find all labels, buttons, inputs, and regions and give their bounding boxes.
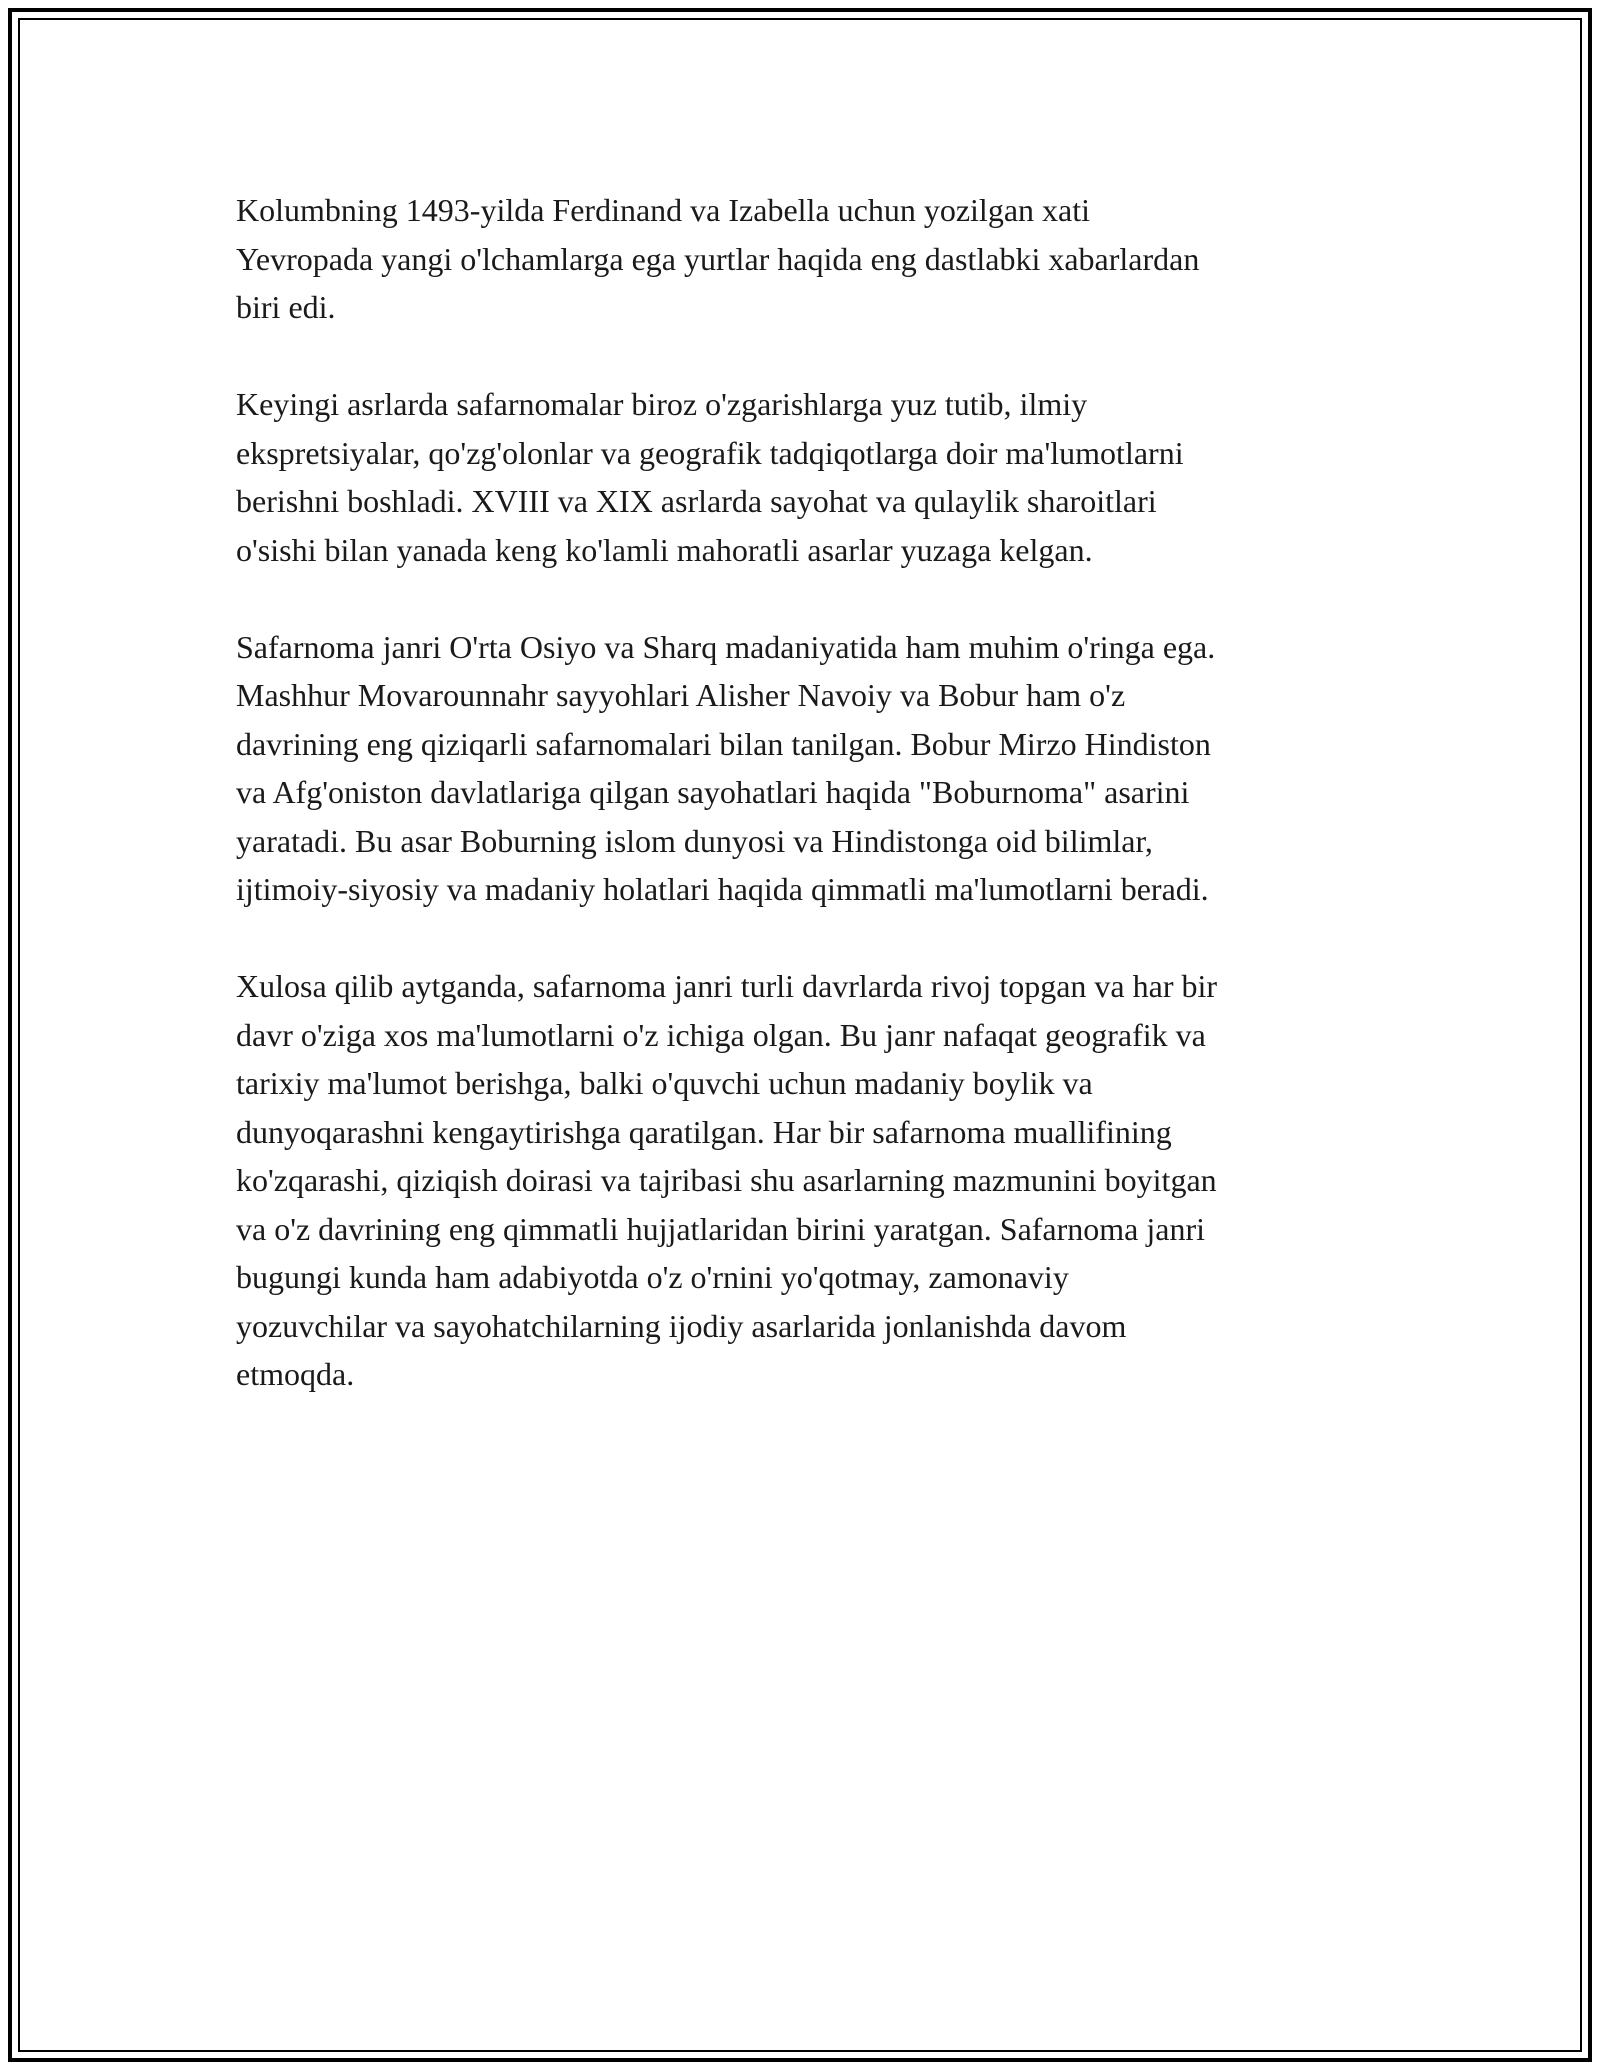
paragraph-1 xyxy=(236,186,1376,332)
document-body xyxy=(236,186,1376,1447)
text-line: etmoqda. xyxy=(236,1356,355,1392)
text-line: dunyoqarashni kengaytirishga qaratilgan. Har bir safarnoma muallifining xyxy=(236,1113,1172,1150)
text-line: Xulosa qilib aytganda, safarnoma janri turli davrlarda rivoj topgan va har bir xyxy=(236,968,1218,1004)
paragraph-4 xyxy=(236,962,1376,1399)
paragraph-3 xyxy=(236,623,1376,914)
text-line: Kolumbning 1493-yilda Ferdinand va Izabella uchun yozilgan xati xyxy=(236,192,1090,228)
text-line: o'sishi bilan yanada keng ko'lamli mahoratli asarlar yuzaga kelgan. xyxy=(236,531,1093,568)
text-line: bugungi kunda ham adabiyotda o'z o'rnini yo'qotmay, zamonaviy xyxy=(236,1259,1069,1295)
text-line: ijtimoiy-siyosiy va madaniy holatlari haqida qimmatli ma'lumotlarni beradi. xyxy=(236,871,1209,907)
text-line: Keyingi asrlarda safarnomalar biroz o'zgarishlarga yuz tutib, ilmiy xyxy=(236,386,1088,422)
text-line: ekspretsiyalar, qo'zg'olonlar va geografik tadqiqotlarga doir ma'lumotlarni xyxy=(236,434,1184,471)
paragraph-2 xyxy=(236,380,1376,574)
text-line: Safarnoma janri O'rta Osiyo va Sharq madaniyatida ham muhim o'ringa ega. xyxy=(236,628,1216,665)
text-line: davr o'ziga xos ma'lumotlarni o'z ichiga olgan. Bu janr nafaqat geografik va xyxy=(236,1016,1206,1053)
text-line: Mashhur Movarounnahr sayyohlari Alisher Navoiy va Bobur ham o'z xyxy=(236,677,1126,713)
text-line: Yevropada yangi o'lchamlarga ega yurtlar haqida eng dastlabki xabarlardan xyxy=(236,240,1200,277)
text-line: davrining eng qiziqarli safarnomalari bilan tanilgan. Bobur Mirzo Hindiston xyxy=(236,725,1211,762)
text-line: va Afg'oniston davlatlariga qilgan sayohatlari haqida "Boburnoma" asarini xyxy=(236,774,1190,810)
text-line: yaratadi. Bu asar Boburning islom dunyosi va Hindistonga oid bilimlar, xyxy=(236,822,1153,859)
text-line: va o'z davrining eng qimmatli hujjatlaridan birini yaratgan. Safarnoma janri xyxy=(236,1210,1206,1247)
text-line: biri edi. xyxy=(236,289,336,325)
text-line: tarixiy ma'lumot berishga, balki o'quvchi uchun madaniy boylik va xyxy=(236,1065,1093,1101)
text-line: yozuvchilar va sayohatchilarning ijodiy asarlarida jonlanishda davom xyxy=(236,1307,1127,1344)
text-line: berishni boshladi. XVIII va XIX asrlarda sayohat va qulaylik sharoitlari xyxy=(236,483,1157,519)
text-line: ko'zqarashi, qiziqish doirasi va tajribasi shu asarlarning mazmunini boyitgan xyxy=(236,1162,1217,1198)
